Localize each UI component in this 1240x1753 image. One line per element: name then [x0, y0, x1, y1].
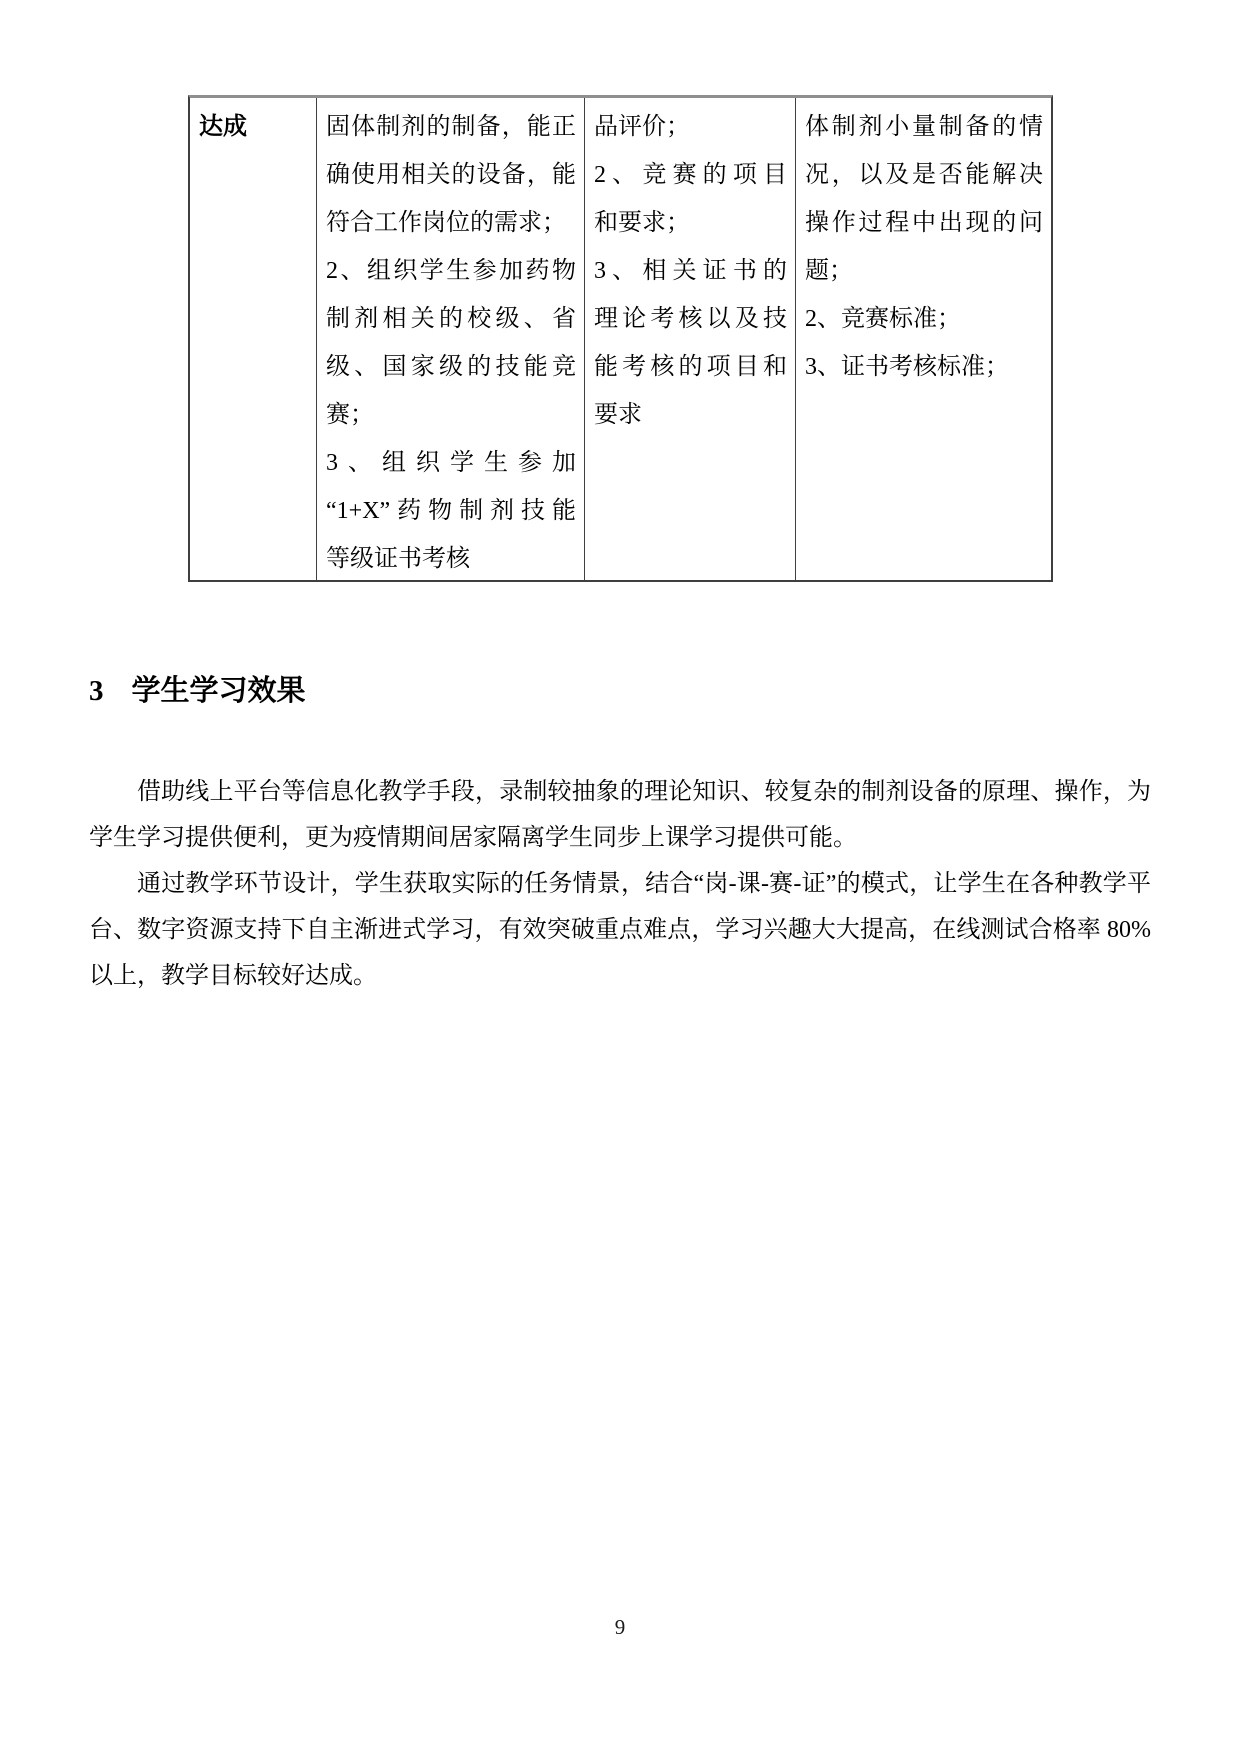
table-cell-line: 2、竞赛标准； — [805, 306, 961, 332]
assessment-table — [188, 95, 1053, 582]
body-text — [89, 769, 1151, 999]
table-cell-line: 体制剂小量制备的情 — [805, 114, 1043, 140]
table-cell-line: 要求 — [594, 402, 642, 428]
table-cell-line: 3、证书考核标准； — [805, 354, 1009, 380]
table-cell-line: 能考核的项目和 — [594, 354, 787, 380]
table-cell-content — [585, 98, 796, 580]
table-cell-line: 2、组织学生参加药物 — [326, 258, 576, 284]
table-cell-line: 2、竞赛的项目 — [594, 162, 787, 188]
section-heading — [89, 671, 306, 711]
section-number: 3 — [89, 675, 104, 707]
table-cell-line: “1+X”药物制剂技能 — [326, 498, 576, 524]
section-title: 学生学习效果 — [131, 675, 306, 707]
table-cell-line: 制剂相关的校级、省 — [326, 306, 576, 332]
table-cell-line: 符合工作岗位的需求； — [326, 210, 566, 236]
table-cell-line: 赛； — [326, 402, 374, 428]
table-cell-line: 理论考核以及技 — [594, 306, 787, 332]
table-cell-line: 品评价； — [594, 114, 690, 140]
table-row-label: 达成 — [199, 114, 247, 140]
table-cell-line: 3、组织学生参加 — [326, 450, 576, 476]
table-row-header-cell — [190, 98, 317, 580]
table-cell-line: 3、相关证书的 — [594, 258, 787, 284]
table-cell-line: 固体制剂的制备，能正 — [326, 114, 576, 140]
table-cell-line: 操作过程中出现的问 — [805, 210, 1043, 236]
table-cell-line: 况，以及是否能解决 — [805, 162, 1043, 188]
table-cell-tasks — [317, 98, 585, 580]
table-cell-line: 等级证书考核 — [326, 546, 470, 572]
table-cell-line: 和要求； — [594, 210, 690, 236]
table-cell-standards — [796, 98, 1051, 580]
table-cell-line: 题； — [805, 258, 853, 284]
paragraph: 借助线上平台等信息化教学手段，录制较抽象的理论知识、较复杂的制剂设备的原理、操作，为学生学习提供便利，更为疫情期间居家隔离学生同步上课学习提供可能。 — [89, 779, 1151, 851]
paragraph: 通过教学环节设计，学生获取实际的任务情景，结合“岗-课-赛-证”的模式，让学生在各种教学平台、数字资源支持下自主渐进式学习，有效突破重点难点，学习兴趣大大提高，在线测试合格率 80%以上，教学目标较好达成。 — [89, 871, 1151, 989]
page-number: 9 — [614, 1615, 626, 1639]
table-cell-line: 级、国家级的技能竞 — [326, 354, 576, 380]
table-cell-line: 确使用相关的设备，能 — [326, 162, 576, 188]
